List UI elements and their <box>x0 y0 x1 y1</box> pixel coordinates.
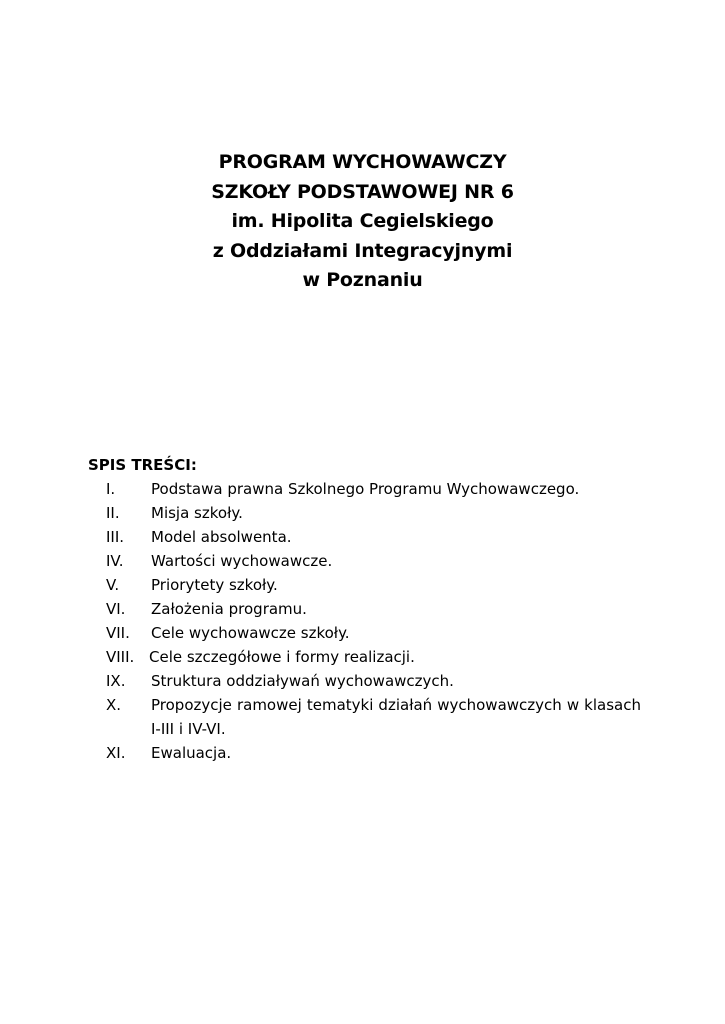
table-of-contents <box>88 453 641 765</box>
toc-item-text: Propozycje ramowej tematyki działań wychowawczych w klasach I-III i IV-VI. <box>151 696 641 738</box>
toc-item-number: VI. <box>106 600 126 618</box>
toc-item-text: Misja szkoły. <box>151 504 243 522</box>
toc-item <box>88 645 641 669</box>
toc-heading: SPIS TREŚCI: <box>88 456 197 474</box>
toc-item-text: Model absolwenta. <box>151 528 292 546</box>
toc-item-number: I. <box>106 480 116 498</box>
toc-item-number: V. <box>106 576 120 594</box>
toc-item <box>88 597 641 621</box>
toc-item-text: Wartości wychowawcze. <box>151 552 333 570</box>
toc-item-text: Struktura oddziaływań wychowawczych. <box>151 672 454 690</box>
toc-item <box>88 525 641 549</box>
title-line-patron: im. Hipolita Cegielskiego <box>231 210 494 232</box>
toc-item-number: X. <box>106 696 122 714</box>
toc-item-text: Założenia programu. <box>151 600 307 618</box>
toc-list <box>88 477 641 765</box>
toc-item-number: II. <box>106 504 120 522</box>
toc-item-number: VII. <box>106 624 130 642</box>
toc-item <box>88 549 641 573</box>
toc-item-text: Cele wychowawcze szkoły. <box>151 624 350 642</box>
toc-item-number: VIII. <box>106 648 135 666</box>
title-line-integration: z Oddziałami Integracyjnymi <box>212 239 513 262</box>
toc-item <box>88 741 641 765</box>
toc-item <box>88 693 641 741</box>
toc-item <box>88 621 641 645</box>
toc-item-text: Priorytety szkoły. <box>151 576 278 594</box>
toc-item <box>88 477 641 501</box>
toc-item <box>88 573 641 597</box>
toc-item-number: IX. <box>106 672 126 690</box>
title-line-city: w Poznaniu <box>302 269 423 291</box>
title-line-school: SZKOŁY PODSTAWOWEJ NR 6 <box>211 180 514 203</box>
document-title <box>0 148 725 296</box>
toc-item-number: XI. <box>106 744 126 762</box>
toc-item <box>88 669 641 693</box>
toc-item-number: IV. <box>106 552 124 570</box>
toc-item <box>88 501 641 525</box>
toc-item-text: Ewaluacja. <box>151 744 232 762</box>
toc-item-number: III. <box>106 528 125 546</box>
toc-item-text: Cele szczegółowe i formy realizacji. <box>149 648 415 666</box>
title-line-program: PROGRAM WYCHOWAWCZY <box>218 151 507 173</box>
toc-item-text: Podstawa prawna Szkolnego Programu Wychowawczego. <box>151 480 580 498</box>
